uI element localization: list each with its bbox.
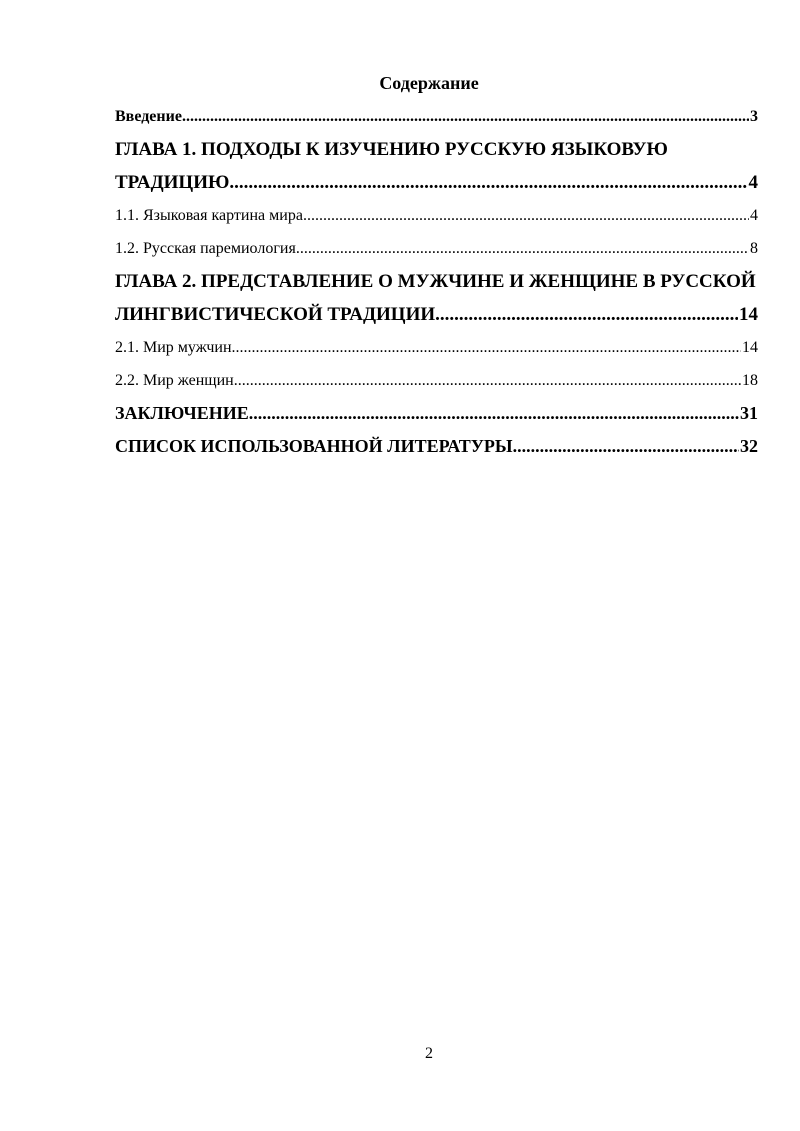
toc-entry-page: 8	[750, 240, 758, 257]
toc-entry-line2	[115, 166, 758, 199]
toc-entry-label: 2.2. Мир женщин	[115, 372, 234, 389]
page-number: 2	[425, 1045, 433, 1062]
toc-dot-leader	[513, 430, 739, 463]
toc-entry-label-line2: ЛИНГВИСТИЧЕСКОЙ ТРАДИЦИИ	[115, 304, 436, 325]
toc-dot-leader	[435, 298, 738, 331]
toc-entry-references	[115, 430, 758, 463]
toc-entry-page: 4	[748, 172, 758, 193]
toc-dot-leader	[234, 364, 741, 397]
toc-dot-leader	[303, 199, 749, 232]
toc-title: Содержание	[379, 73, 479, 93]
toc-entry-chapter-1	[115, 133, 758, 199]
toc-dot-leader	[229, 166, 747, 199]
toc-entry-section-1-1	[115, 199, 758, 232]
toc-entry-label: 1.1. Языковая картина мира	[115, 207, 303, 224]
toc-dot-leader	[232, 331, 741, 364]
toc-entry-label: ЗАКЛЮЧЕНИЕ	[115, 403, 249, 423]
toc-entry-page: 4	[750, 207, 758, 224]
toc-entry-line2	[115, 298, 758, 331]
toc-dot-leader	[182, 107, 749, 127]
toc-entry-label: Введение	[115, 107, 182, 125]
toc-entry-chapter-2	[115, 265, 758, 331]
toc-dot-leader	[296, 232, 749, 265]
toc-entry-label-line1: ГЛАВА 1. ПОДХОДЫ К ИЗУЧЕНИЮ РУССКУЮ ЯЗЫКОВУЮ	[115, 139, 668, 160]
toc-entry-page: 32	[740, 436, 758, 456]
table-of-contents	[115, 100, 758, 463]
toc-entry-section-2-2	[115, 364, 758, 397]
toc-entry-conclusion	[115, 397, 758, 430]
toc-entry-intro	[115, 100, 758, 133]
toc-entry-label: 1.2. Русская паремиология	[115, 240, 296, 257]
toc-entry-section-2-1	[115, 331, 758, 364]
toc-dot-leader	[249, 397, 739, 430]
toc-entry-page: 14	[742, 339, 758, 356]
toc-entry-page: 14	[739, 304, 758, 325]
toc-entry-page: 3	[750, 107, 758, 125]
toc-entry-label: СПИСОК ИСПОЛЬЗОВАННОЙ ЛИТЕРАТУРЫ	[115, 436, 513, 456]
toc-entry-page: 31	[740, 403, 758, 423]
toc-entry-label-line1: ГЛАВА 2. ПРЕДСТАВЛЕНИЕ О МУЖЧИНЕ И ЖЕНЩИНЕ В РУССКОЙ	[115, 271, 756, 292]
toc-entry-section-1-2	[115, 232, 758, 265]
toc-entry-page: 18	[742, 372, 758, 389]
toc-entry-label-line2: ТРАДИЦИЮ	[115, 172, 230, 193]
toc-entry-label: 2.1. Мир мужчин	[115, 339, 232, 356]
